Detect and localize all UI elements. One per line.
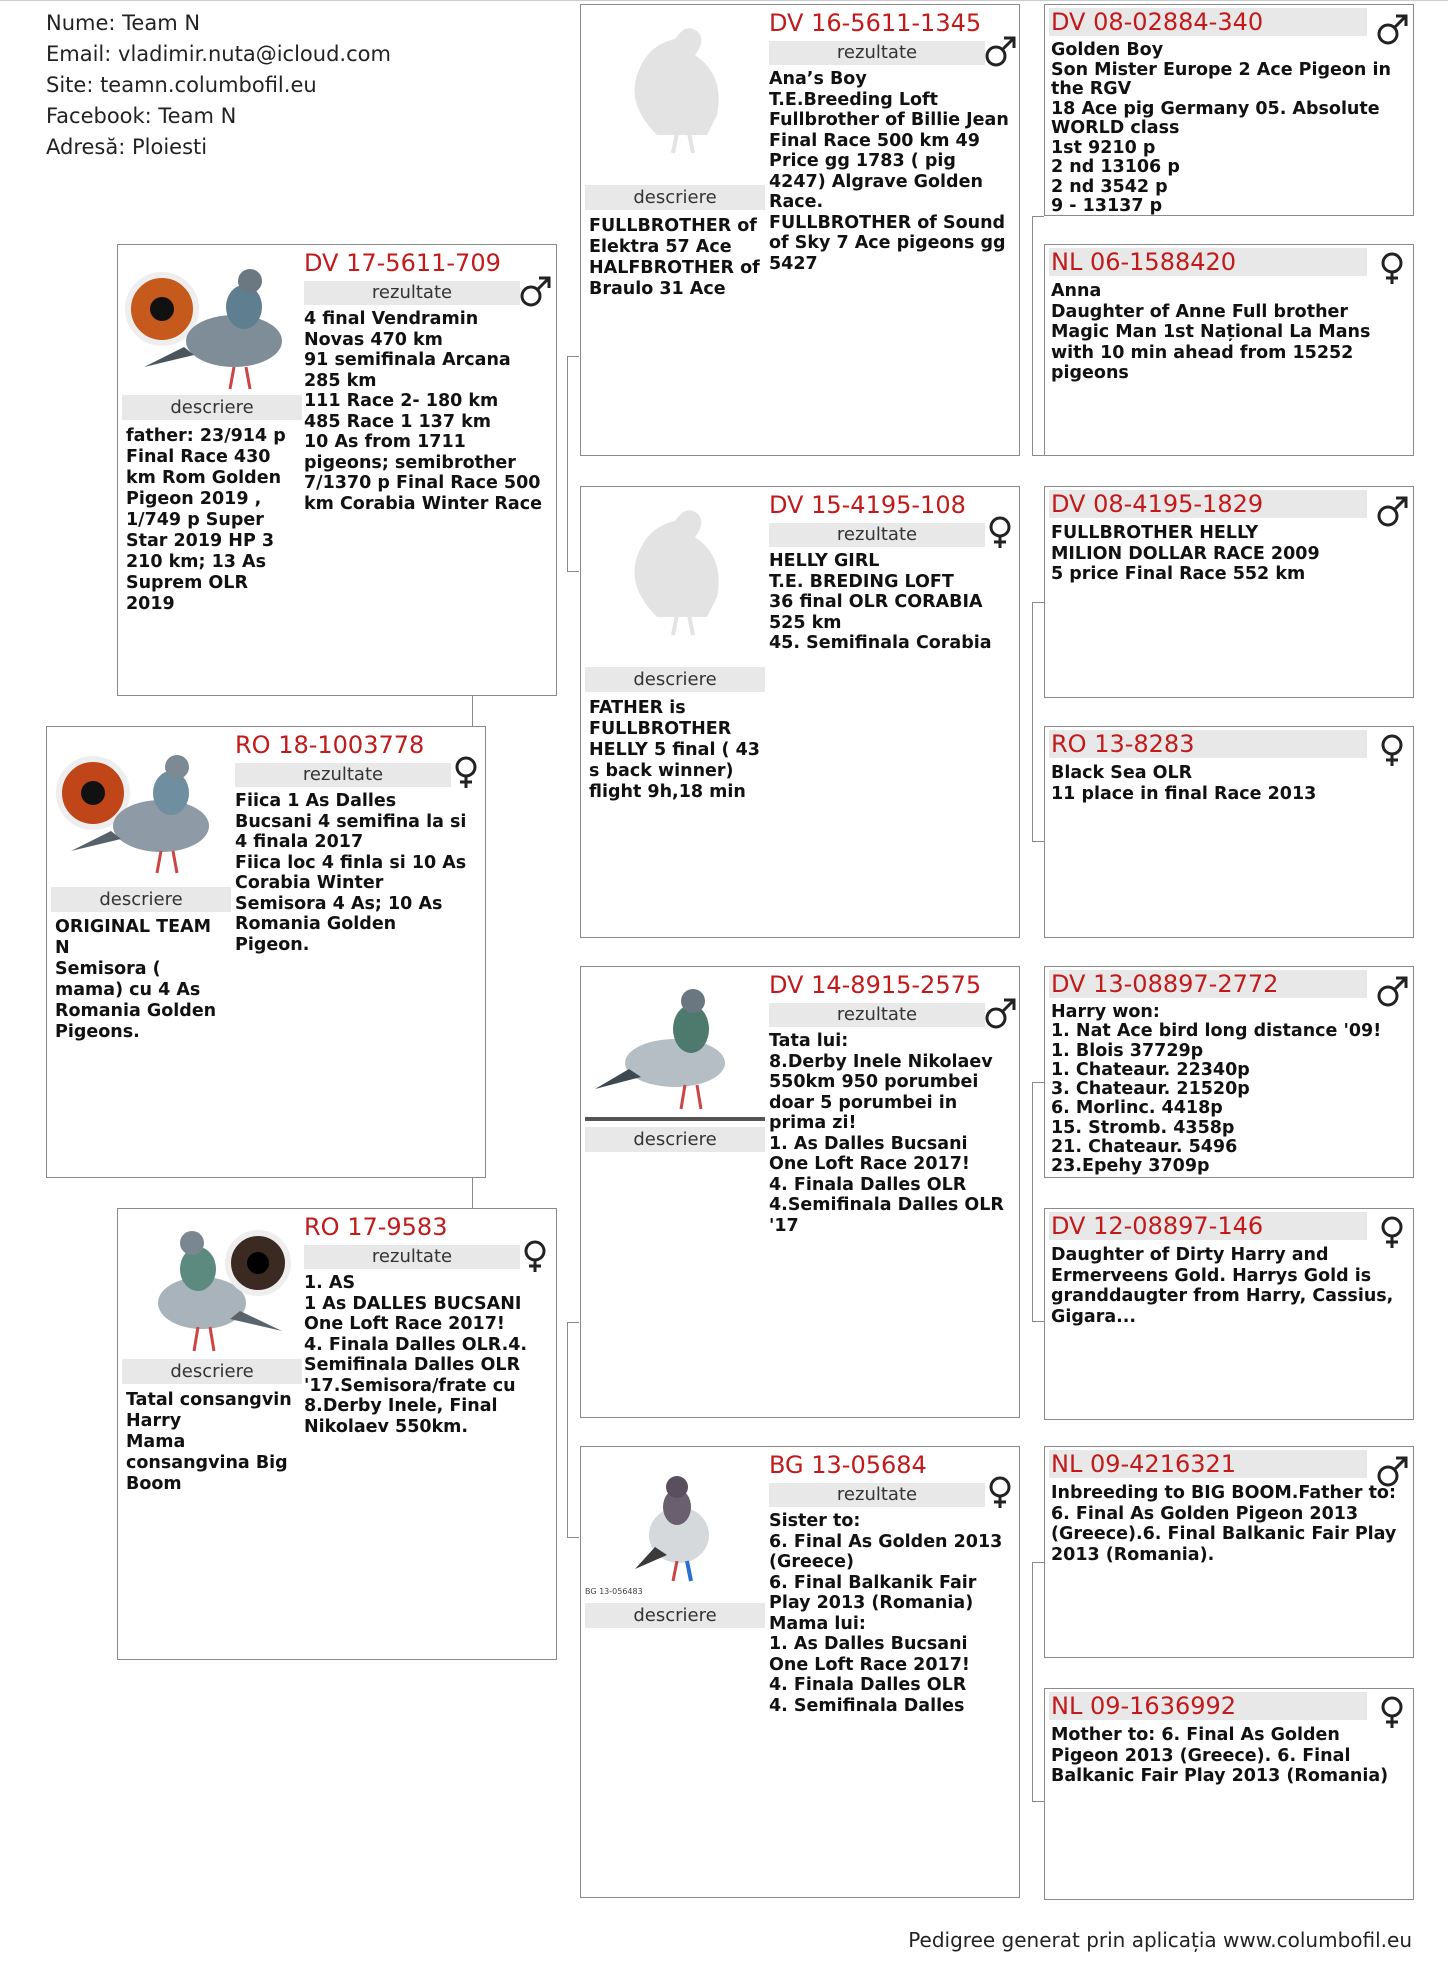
description-label[interactable]: descriere [585,1127,765,1152]
pigeon-description: FULLBROTHER of Elektra 57 Ace HALFBROTHER of Braulo 31 Ace [589,216,760,299]
pigeon-results: Ana’s Boy T.E.Breeding Loft Fullbrother of Billie Jean Final Race 500 km 49 Price gg 1783 ( pig 4247) Algrave Golden Race. FULLBROTHER of Sound of Sky 7 Ace pigeons gg 5427 [769,69,1009,274]
pigeon-info: Daughter of Dirty Harry and Ermerveens Gold. Harrys Gold is granddaugter from Harry, Cassius, Gigara... [1051,1245,1400,1327]
pigeon-card-fmf[interactable] [1044,486,1414,698]
pigeon-ring[interactable]: RO 18-1003778 [235,731,425,759]
female-icon [1375,251,1409,285]
connector-father [567,356,579,572]
pigeon-description: father: 23/914 p Final Race 430 km Rom Golden Pigeon 2019 , 1/749 p Super Star 2019 HP 3 210 km; 13 As Suprem OLR 2019 [126,426,292,614]
pigeon-info: Harry won: 1. Nat Ace bird long distance '09! 1. Blois 37729p 1. Chateaur. 22340p 3. Chateaur. 21520p 6. Morlinc. 4418p 15. Stromb. 4358p 21. Chateaur. 5496 23.Epehy 3709p [1051,1002,1382,1177]
pigeon-card-mmf[interactable] [1044,1446,1414,1658]
results-label[interactable]: rezultate [769,1483,985,1507]
results-label[interactable]: rezultate [235,763,451,787]
pigeon-results: Tata lui: 8.Derby Inele Nikolaev 550km 950 porumbei doar 5 porumbei in prima zi! 1. As Dalles Bucsani One Loft Race 2017! 4. Finala Dalles OLR 4.Semifinala Dalles OLR '17 [769,1031,1004,1236]
pigeon-info: FULLBROTHER HELLY MILION DOLLAR RACE 2009 5 price Final Race 552 km [1051,523,1320,584]
pigeon-results: HELLY GIRL T.E. BREDING LOFT 36 final OLR CORABIA 525 km 45. Semifinala Corabia [769,551,992,653]
description-label[interactable]: descriere [585,667,765,692]
pigeon-description: ORIGINAL TEAM N Semisora ( mama) cu 4 As Romania Golden Pigeons. [55,917,217,1042]
pigeon-ring[interactable]: RO 17-9583 [304,1213,448,1241]
pigeon-card-mf[interactable] [580,966,1020,1418]
pigeon-ring[interactable]: DV 17-5611-709 [304,249,501,277]
owner-site[interactable]: Site: teamn.columbofil.eu [46,73,317,97]
male-icon [983,997,1017,1031]
pigeon-ring[interactable]: NL 09-4216321 [1051,1450,1237,1478]
male-icon [518,275,552,309]
pigeon-photo[interactable] [585,971,765,1121]
results-label[interactable]: rezultate [769,41,985,65]
pigeon-info: Inbreeding to BIG BOOM.Father to: 6. Final As Golden Pigeon 2013 (Greece).6. Final Balkanic Fair Play 2013 (Romania). [1051,1483,1403,1565]
female-icon [1375,1215,1409,1249]
pigeon-results: 1. AS 1 As DALLES BUCSANI One Loft Race 2017! 4. Finala Dalles OLR.4. Semifinala Dalles OLR '17.Semisora/frate cu 8.Derby Inele, Final Nikolaev 550km. [304,1273,528,1437]
pigeon-photo[interactable] [122,249,302,399]
pigeon-ring[interactable]: BG 13-05684 [769,1451,927,1479]
pigeon-ring[interactable]: DV 16-5611-1345 [769,9,982,37]
pigeon-ring[interactable]: DV 12-08897-146 [1051,1212,1264,1240]
female-icon [449,755,483,789]
photo-caption: BG 13-056483 [585,1587,643,1596]
pigeon-info: Anna Daughter of Anne Full brother Magic Man 1st Național La Mans with 10 min ahead from 15252 pigeons [1051,281,1371,383]
pigeon-card-mm[interactable] [580,1446,1020,1898]
description-label[interactable]: descriere [122,395,302,420]
pigeon-card-mmm[interactable] [1044,1688,1414,1900]
owner-address: Adresă: Ploiesti [46,135,208,159]
results-label[interactable]: rezultate [769,1003,985,1027]
female-icon [1375,1695,1409,1729]
pigeon-photo[interactable] [122,1213,302,1363]
owner-name: Nume: Team N [46,11,201,35]
pigeon-description: Tatal consangvin Harry Mama consangvina Big Boom [126,1390,292,1494]
pigeon-info: Mother to: 6. Final As Golden Pigeon 2013 (Greece). 6. Final Balkanic Fair Play 2013 (Romania) [1051,1725,1389,1786]
pigeon-ring[interactable]: NL 06-1588420 [1051,248,1237,276]
pigeon-ring[interactable]: DV 15-4195-108 [769,491,966,519]
pigeon-photo-placeholder[interactable] [585,9,765,159]
connector-ff [1032,216,1044,456]
pigeon-results: 4 final Vendramin Novas 470 km 91 semifinala Arcana 285 km 111 Race 2- 180 km 485 Race 1 137 km 10 As from 1711 pigeons; semibrother 7/1370 p Final Race 500 km Corabia Winter Race [304,309,542,514]
pigeon-card-fff[interactable] [1044,4,1414,216]
pigeon-card-fmm[interactable] [1044,726,1414,938]
pigeon-ring[interactable]: RO 13-8283 [1051,730,1195,758]
footer-credit[interactable]: Pedigree generat prin aplicația www.columbofil.eu [908,1928,1412,1952]
pigeon-info: Black Sea OLR 11 place in final Race 2013 [1051,763,1317,804]
pigeon-card-subject[interactable] [46,726,486,1178]
pigeon-ring[interactable]: DV 08-4195-1829 [1051,490,1264,518]
connector-mf [1032,1082,1044,1322]
pigeon-results: Sister to: 6. Final As Golden 2013 (Greece) 6. Final Balkanik Fair Play 2013 (Romania) Mama lui: 1. As Dalles Bucsani One Loft Race 2017! 4. Finala Dalles OLR 4. Semifinala Dalles [769,1511,1003,1716]
pigeon-card-ff[interactable] [580,4,1020,456]
results-label[interactable]: rezultate [304,281,520,305]
owner-facebook[interactable]: Facebook: Team N [46,104,237,128]
pigeon-info: Golden Boy Son Mister Europe 2 Ace Pigeon in the RGV 18 Ace pig Germany 05. Absolute WORLD class 1st 9210 p 2 nd 13106 p 2 nd 3542 p 9 - 13137 p [1051,40,1391,216]
pigeon-card-ffm[interactable] [1044,244,1414,456]
owner-email[interactable]: Email: vladimir.nuta@icloud.com [46,42,391,66]
description-label[interactable]: descriere [122,1359,302,1384]
pigeon-ring[interactable]: DV 14-8915-2575 [769,971,982,999]
pigeon-photo[interactable] [51,731,231,881]
female-icon [983,1475,1017,1509]
pigeon-description: FATHER is FULLBROTHER HELLY 5 final ( 43 s back winner) flight 9h,18 min [589,698,767,802]
owner-header [46,8,391,163]
male-icon [983,35,1017,69]
female-icon [1375,733,1409,767]
results-label[interactable]: rezultate [769,523,985,547]
results-label[interactable]: rezultate [304,1245,520,1269]
description-label[interactable]: descriere [51,887,231,912]
pigeon-card-father[interactable] [117,244,557,696]
pigeon-ring[interactable]: DV 08-02884-340 [1051,8,1264,36]
pigeon-card-mff[interactable] [1044,966,1414,1178]
pigeon-card-mother[interactable] [117,1208,557,1660]
connector-mm [1032,1562,1044,1802]
female-icon [983,515,1017,549]
description-label[interactable]: descriere [585,1603,765,1628]
pigeon-card-fm[interactable] [580,486,1020,938]
pigeon-card-mfm[interactable] [1044,1208,1414,1420]
pigeon-ring[interactable]: NL 09-1636992 [1051,1692,1237,1720]
female-icon [518,1239,552,1273]
connector-mother [567,1322,579,1538]
pigeon-photo-placeholder[interactable] [585,491,765,641]
connector-fm [1032,602,1044,842]
pigeon-ring[interactable]: DV 13-08897-2772 [1051,970,1279,998]
top-border [0,0,1448,1]
pigeon-results: Fiica 1 As Dalles Bucsani 4 semifina la si 4 finala 2017 Fiica loc 4 finla si 10 As Corabia Winter Semisora 4 As; 10 As Romania Golden Pigeon. [235,791,467,955]
description-label[interactable]: descriere [585,185,765,210]
pigeon-photo[interactable] [585,1451,765,1601]
